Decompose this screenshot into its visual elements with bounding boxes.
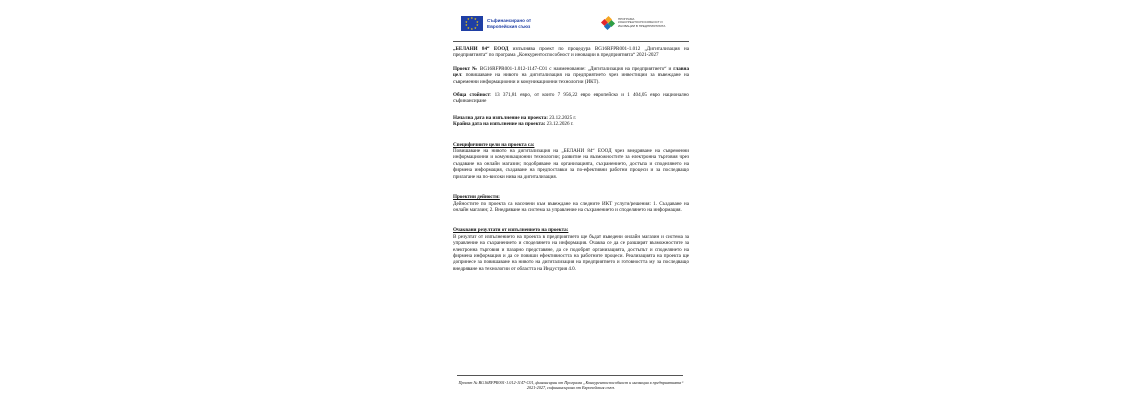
eu-flag-icon: ★ ★ ★ ★ ★ ★ ★ ★ ★ ★	[461, 16, 483, 31]
dates-paragraph	[453, 115, 689, 128]
program-mark-icon	[601, 16, 615, 30]
project-paragraph	[453, 66, 689, 85]
results-section	[453, 227, 689, 272]
activities-section	[453, 194, 689, 213]
program-logo-text	[618, 18, 698, 29]
eu-cofunded-logo	[461, 16, 531, 31]
end-date-label: Крайна дата на изпълнение на проекта:	[453, 121, 546, 128]
objectives-section	[453, 142, 689, 180]
end-date-value: 23.12.2026 г.	[545, 121, 574, 128]
program-line2: КОНКУРЕНТОСПОСОБНОСТ И	[618, 20, 663, 25]
project-text2: : повишаване на нивото на дигитализация на предприятието чрез инвестиции за въвеждане на съвременни информационни и комуникационни технологии (ИКТ).	[453, 72, 689, 85]
activities-text: Дейностите по проекта са насочени към въвеждане на следните ИКТ услуги/решения: 1. Създаване на онлайн магазин; 2. Внедряване на система за управление на съхранението и споделянето на информация.	[453, 200, 689, 213]
goal-label: главна цел	[453, 65, 689, 79]
objectives-heading: Специфичните цели на проекта са:	[453, 141, 535, 148]
eu-label-line1: Съфинансирано от	[487, 18, 532, 24]
footer-divider	[457, 375, 683, 376]
start-date-value: 23.12.2025 г.	[547, 114, 577, 121]
results-text: В резултат от изпълнението на проекта в предприятието ще бъдат въведени онлайн магазин и система за управление на съхранението и споделянето на информация. Очаква се да се разширят възможностите за електронна търговия и пазарно представяне, да се подобрят организацията, достъпът и споделянето на фирмена информация и да се повиши ефективността на работните процеси. Реализацията на проекта ще допринесе за повишаване на нивото на дигитализация на предприятието и готовността му за последващо внедряване на технологии от областта на Индустрия 4.0.	[453, 233, 689, 272]
footer-note: Проект № BG16RFPR001-1.012-1147-C01, финансиран от Програма „Конкурентоспособност и иновации в предприятията“ 2021-2027, съфинансирана от Европейския съюз.	[458, 380, 684, 390]
document-body	[453, 46, 689, 279]
eu-logo-text	[487, 18, 531, 28]
program-logo	[601, 16, 698, 30]
start-date-label: Начална дата на изпълнение на проекта:	[453, 114, 548, 121]
cost-label: Обща стойност	[453, 92, 490, 99]
program-line3: ИНОВАЦИИ В ПРЕДПРИЯТИЯТА	[618, 23, 666, 28]
project-label: Проект №	[453, 65, 478, 72]
document-page	[445, 0, 695, 400]
activities-heading: Проектни дейности:	[453, 194, 500, 201]
header-divider	[453, 41, 689, 42]
objectives-text: Повишаване на нивото на дигитализация на „БЕЛАНИ 84“ ЕООД чрез внедряване на съвременни информационни и комуникационни технологии; развитие на възможностите за електронна търговия чрез създаване на онлайн магазин; подобряване на организацията, съхранението, достъпа и споделянето на фирмена информация, създаване на предпоставки за по-ефективни работни процеси и за последващо прилагане на по-високи нива на дигитализация.	[453, 148, 689, 180]
results-heading: Очаквани резултати от изпълнението на проекта:	[453, 227, 569, 234]
eu-label-line2: Европейския съюз	[487, 23, 531, 29]
company-name: „БЕЛАНИ 84“ ЕООД	[453, 46, 509, 52]
header-logos	[461, 14, 685, 38]
cost-paragraph	[453, 92, 689, 105]
intro-paragraph	[453, 46, 689, 59]
program-line1: ПРОГРАМА	[618, 16, 635, 21]
intro-text: изпълнява проект по процедура BG16RFPR001-1.012 „Дигитализация на предприятията“ по програма „Конкурентоспособност и иновации в предприятията“ 2021-2027	[453, 46, 689, 59]
project-text1: BG16RFPR001-1.012-1147-C01 с наименование: „Дигитализация на предприятието“ и	[477, 65, 674, 72]
cost-text: : 13 371,81 евро, от които 7 956,22 евро европейско и 1 404,05 евро национално съфинансиране	[453, 92, 689, 105]
